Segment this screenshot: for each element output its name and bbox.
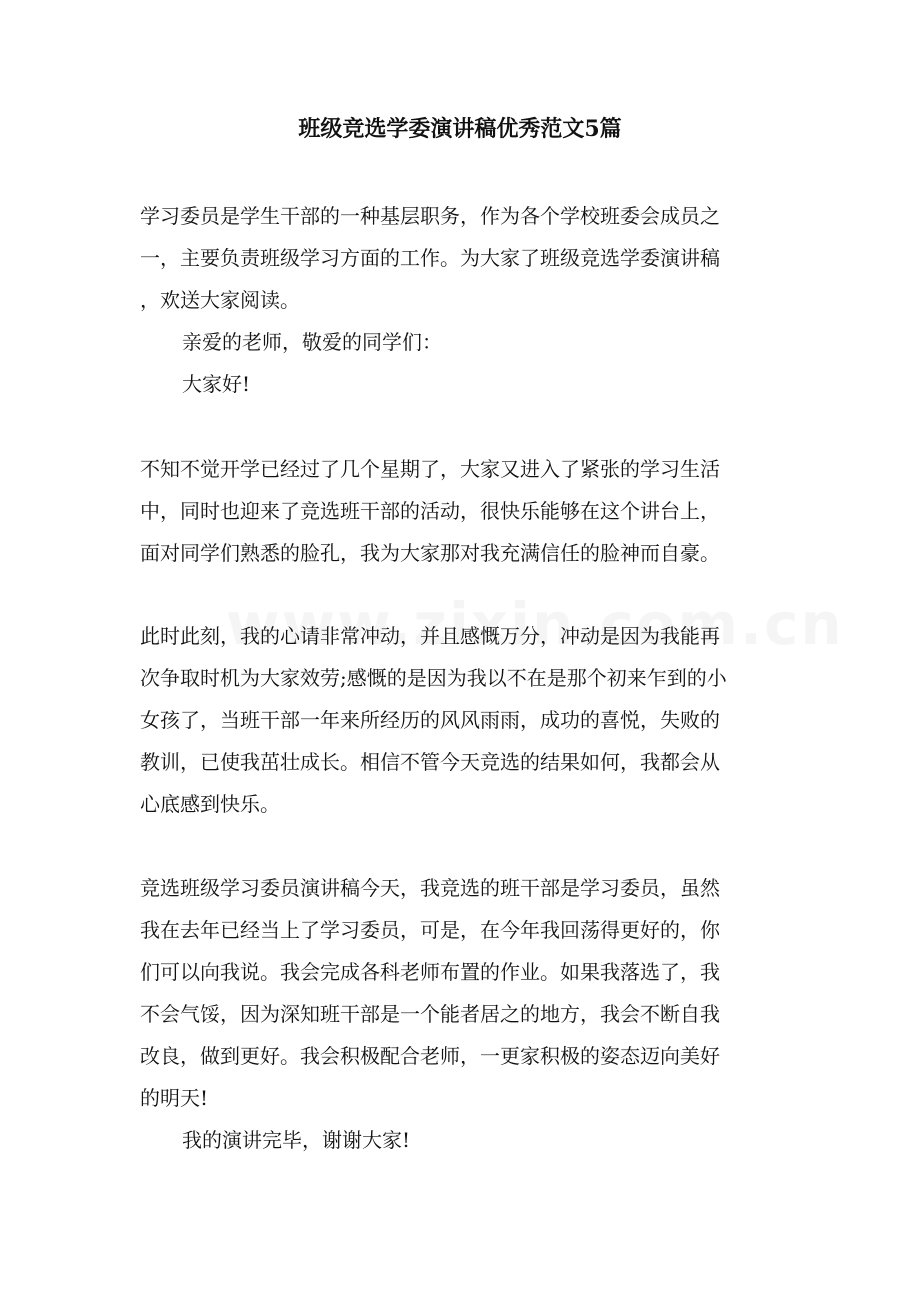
- paragraph-line: 不知不觉开学已经过了几个星期了，大家又进入了紧张的学习生活: [140, 457, 720, 481]
- greeting-line: 大家好!: [182, 372, 251, 396]
- document-title: 班级竞选学委演讲稿优秀范文5篇: [298, 116, 622, 142]
- paragraph-line: 不会气馁，因为深知班干部是一个能者居之的地方，我会不断自我: [140, 1002, 720, 1026]
- paragraph-line: 教训，已使我茁壮成长。相信不管今天竞选的结果如何，我都会从: [140, 750, 720, 774]
- paragraph-line: 面对同学们熟悉的脸孔，我为大家那对我充满信任的脸神而自豪。: [140, 541, 720, 565]
- paragraph-line: 们可以向我说。我会完成各科老师布置的作业。如果我落选了，我: [140, 960, 720, 984]
- closing-line: 我的演讲完毕，谢谢大家!: [182, 1128, 411, 1152]
- paragraph-line: 一，主要负责班级学习方面的工作。为大家了班级竞选学委演讲稿: [140, 246, 720, 270]
- paragraph-line: 学习委员是学生干部的一种基层职务，作为各个学校班委会成员之: [140, 204, 720, 228]
- salutation-line: 亲爱的老师，敬爱的同学们：: [182, 330, 442, 354]
- paragraph-line: 心底感到快乐。: [140, 792, 280, 816]
- paragraph-line: 的明天!: [140, 1086, 209, 1110]
- paragraph-line: ，欢送大家阅读。: [140, 288, 300, 312]
- paragraph-line: 我在去年已经当上了学习委员，可是，在今年我回荡得更好的，你: [140, 918, 720, 942]
- paragraph-line: 此时此刻，我的心请非常冲动，并且感慨万分，冲动是因为我能再: [140, 624, 720, 648]
- paragraph-line: 女孩了，当班干部一年来所经历的风风雨雨，成功的喜悦，失败的: [140, 708, 720, 732]
- paragraph-line: 改良，做到更好。我会积极配合老师，一更家积极的姿态迈向美好: [140, 1044, 720, 1068]
- paragraph-line: 竞选班级学习委员演讲稿今天，我竞选的班干部是学习委员，虽然: [140, 876, 720, 900]
- paragraph-line: 次争取时机为大家效劳;感慨的是因为我以不在是那个初来乍到的小: [140, 666, 727, 690]
- paragraph-line: 中，同时也迎来了竞选班干部的活动，很快乐能够在这个讲台上，: [140, 499, 720, 523]
